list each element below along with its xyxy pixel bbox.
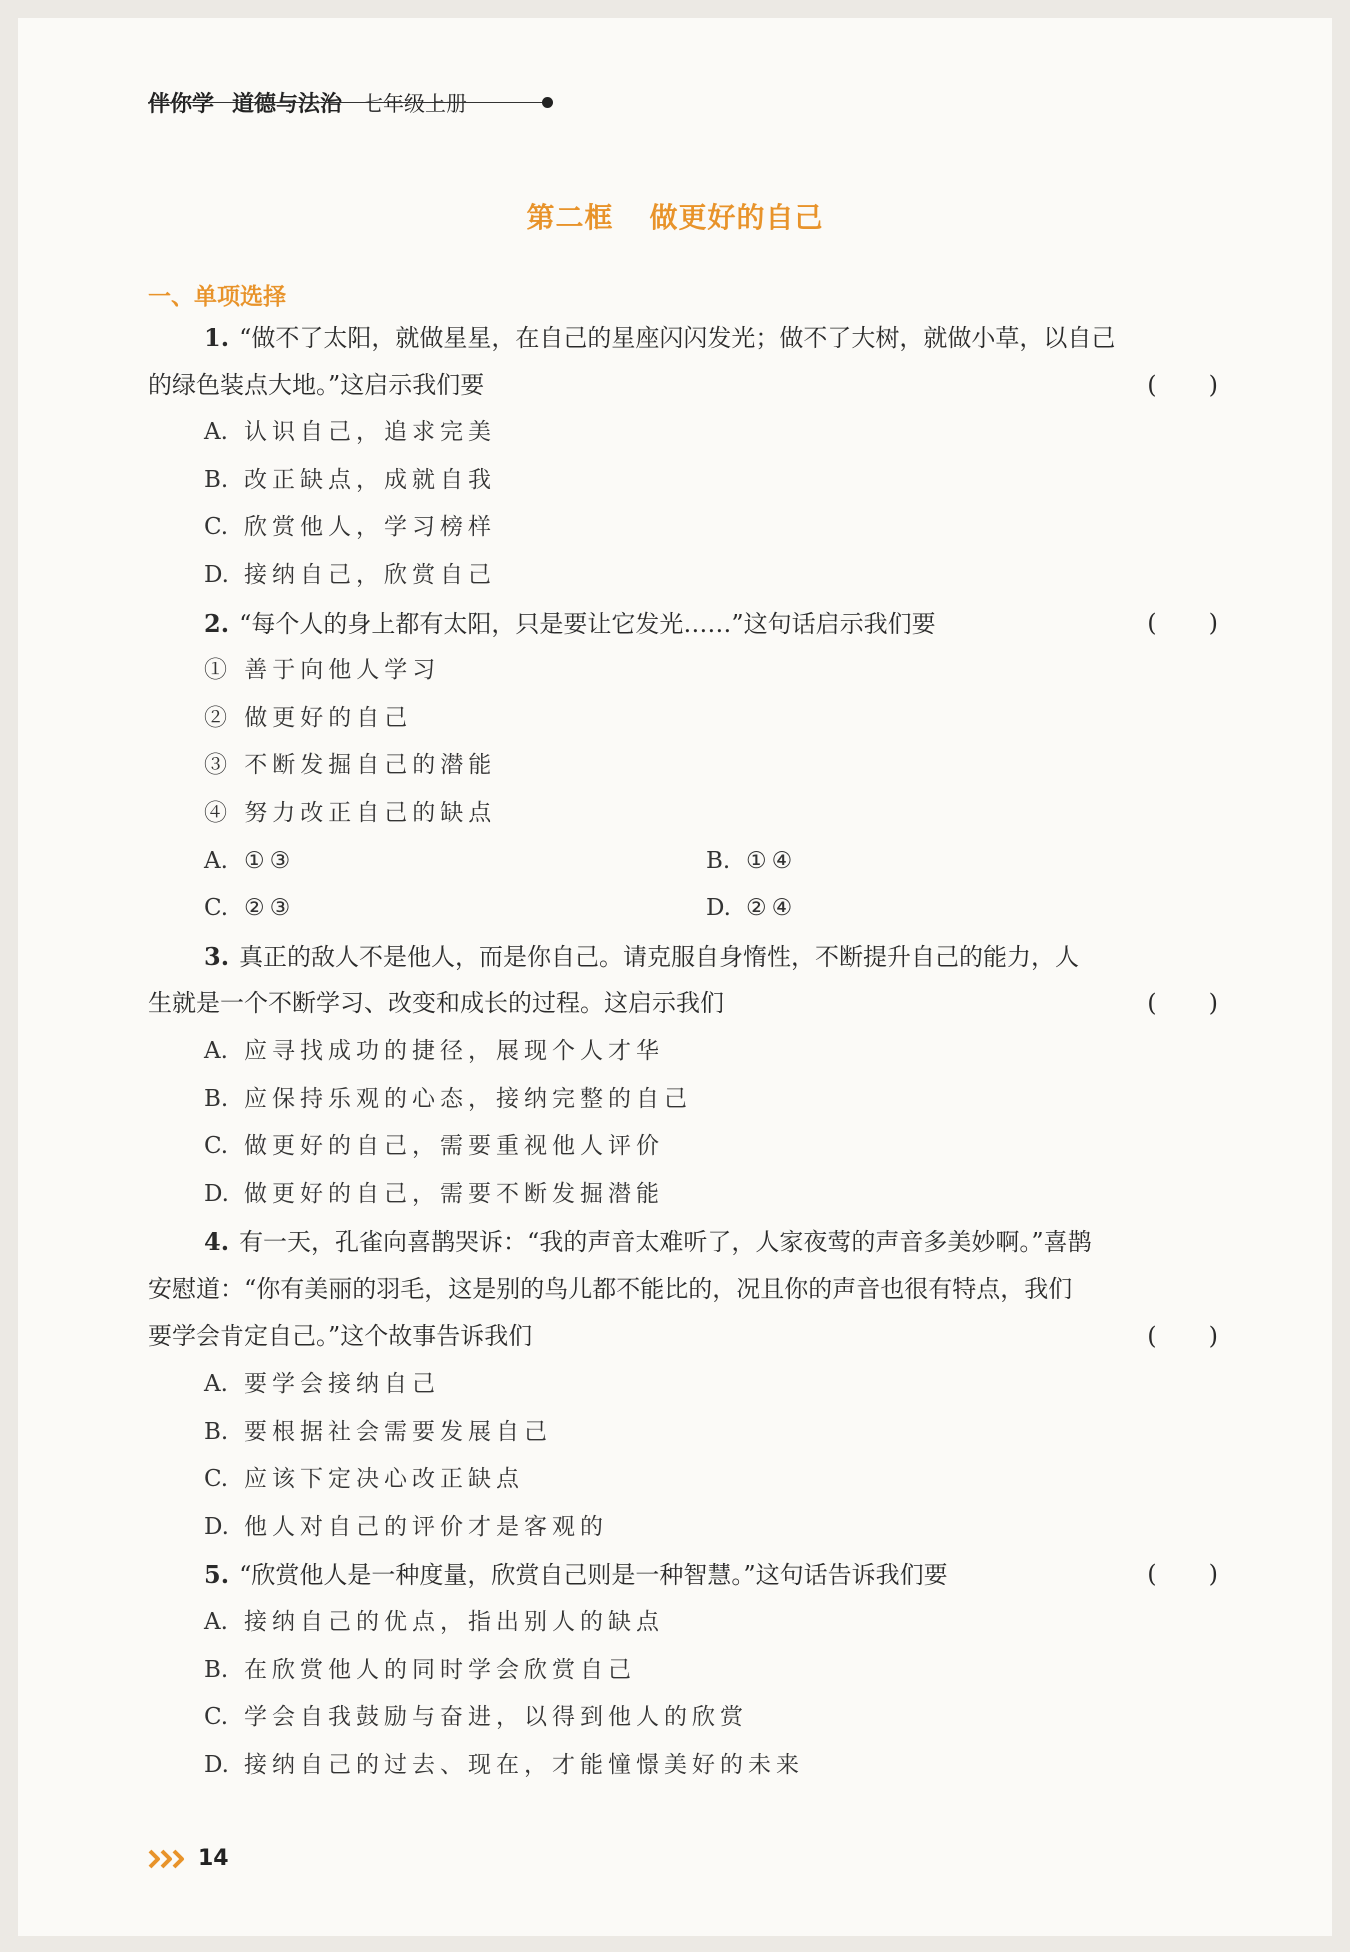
option-a: [204, 838, 706, 886]
option-text: 学会自我鼓励与奋进，以得到他人的欣赏: [244, 1704, 748, 1731]
option-a: [148, 1028, 1220, 1076]
question-text: “做不了太阳，就做星星，在自己的星座闪闪发光；做不了大树，就做小草，以自己: [239, 324, 1116, 352]
lesson-title-part-a: 第二框: [526, 201, 614, 234]
question-number: 3.: [204, 941, 230, 971]
question-2-line-1: [148, 600, 1220, 648]
option-text: ①④: [746, 847, 798, 874]
option-text: 应该下定决心改正缺点: [244, 1466, 524, 1493]
question-text: “每个人的身上都有太阳，只是要让它发光……”这句话启示我们要: [239, 609, 936, 638]
answer-blank[interactable]: ( ): [1147, 608, 1218, 637]
question-number: 4.: [204, 1227, 230, 1257]
option-c: [148, 504, 1220, 552]
option-text: 接纳自己，欣赏自己: [244, 561, 496, 588]
question-list: [148, 314, 1220, 1789]
section-title: 一、单项选择: [148, 284, 286, 310]
option-b: [148, 457, 1220, 505]
option-label: D.: [204, 1513, 229, 1540]
option-label: C.: [204, 1133, 229, 1160]
option-d: [148, 1171, 1220, 1219]
option-label: A.: [204, 847, 228, 874]
option-text: 他人对自己的评价才是客观的: [244, 1513, 608, 1540]
option-label: A.: [204, 1037, 228, 1064]
option-row-ab: [148, 838, 1220, 886]
option-text: 要学会接纳自己: [244, 1371, 440, 1398]
option-text: 认识自己，追求完美: [244, 419, 496, 446]
option-row-cd: [148, 885, 1220, 933]
option-label: D.: [706, 895, 731, 922]
option-b: [148, 1647, 1220, 1695]
question-1-line-2: [148, 362, 1220, 410]
question-4-line-3: [148, 1313, 1220, 1361]
question-1-line-1: [148, 314, 1220, 362]
option-d: [706, 885, 1208, 933]
option-text: ①③: [244, 847, 296, 874]
answer-blank[interactable]: ( ): [1147, 370, 1218, 399]
option-b: [148, 1409, 1220, 1457]
option-d: [148, 1504, 1220, 1552]
option-label: A.: [204, 1609, 228, 1636]
option-text: 接纳自己的过去、现在，才能憧憬美好的未来: [244, 1751, 804, 1778]
question-text: “欣赏他人是一种度量，欣赏自己则是一种智慧。”这句话告诉我们要: [239, 1561, 948, 1590]
question-text: 生就是一个不断学习、改变和成长的过程。这启示我们: [148, 989, 724, 1018]
question-number: 1.: [204, 323, 230, 352]
option-label: D.: [204, 561, 229, 588]
header-rule: [148, 102, 548, 103]
question-number: 5.: [204, 1560, 230, 1590]
book-brand: 伴你学: [148, 92, 215, 117]
statement-2: ② 做更好的自己: [204, 704, 413, 731]
page-footer: [148, 1846, 229, 1871]
option-text: 欣赏他人，学习榜样: [244, 514, 496, 541]
option-text: ②④: [746, 895, 798, 922]
book-subject: 道德与法治: [232, 92, 343, 117]
option-label: B.: [204, 1418, 229, 1445]
answer-blank[interactable]: ( ): [1147, 989, 1218, 1018]
page-number: 14: [198, 1846, 229, 1871]
option-text: 应保持乐观的心态，接纳完整的自己: [244, 1085, 692, 1112]
question-text: 真正的敌人不是他人，而是你自己。请克服自身惰性，不断提升自己的能力，人: [239, 942, 1080, 971]
question-5-line-1: [148, 1551, 1220, 1599]
lesson-title-part-b: 做更好的自己: [649, 201, 824, 234]
answer-blank[interactable]: ( ): [1147, 1322, 1218, 1351]
running-header: [148, 78, 467, 118]
question-4-line-1: [148, 1218, 1220, 1266]
question-text: 的绿色装点大地。”这启示我们要: [148, 370, 485, 399]
book-grade: 七年级上册: [362, 92, 468, 116]
option-label: D.: [204, 1180, 229, 1207]
option-text: 接纳自己的优点，指出别人的缺点: [244, 1609, 664, 1636]
option-c: [148, 1456, 1220, 1504]
chevrons-right-icon: [148, 1848, 188, 1870]
option-text: ②③: [244, 895, 296, 922]
question-number: 2.: [204, 608, 230, 638]
header-dot-icon: [542, 97, 553, 108]
option-text: 要根据社会需要发展自己: [244, 1418, 552, 1445]
option-label: C.: [204, 514, 229, 541]
option-label: C.: [204, 1704, 229, 1731]
option-c: [148, 1694, 1220, 1742]
option-label: C.: [204, 895, 229, 922]
option-text: 改正缺点，成就自我: [244, 466, 496, 493]
lesson-title: [18, 196, 1332, 236]
option-text: 应寻找成功的捷径，展现个人才华: [244, 1037, 664, 1064]
statement-4: ④ 努力改正自己的缺点: [204, 799, 497, 826]
question-3-line-2: [148, 980, 1220, 1028]
option-a: [148, 1599, 1220, 1647]
question-4-line-2: [148, 1266, 1220, 1314]
option-b: [706, 838, 1208, 886]
question-text: 安慰道：“你有美丽的羽毛，这是别的鸟儿都不能比的，况且你的声音也很有特点，我们: [148, 1274, 1073, 1303]
option-text: 做更好的自己，需要重视他人评价: [244, 1133, 664, 1160]
option-a: [148, 1361, 1220, 1409]
answer-blank[interactable]: ( ): [1147, 1560, 1218, 1589]
option-text: 做更好的自己，需要不断发掘潜能: [244, 1180, 664, 1207]
option-d: [148, 1742, 1220, 1790]
option-c: [148, 1123, 1220, 1171]
option-a: [148, 409, 1220, 457]
option-d: [148, 552, 1220, 600]
option-label: B.: [204, 1656, 229, 1683]
question-3-line-1: [148, 933, 1220, 981]
page: [18, 18, 1332, 1936]
option-label: A.: [204, 419, 228, 446]
statement-3: ③ 不断发掘自己的潜能: [204, 752, 497, 779]
option-label: D.: [204, 1751, 229, 1778]
option-label: B.: [204, 466, 229, 493]
option-label: B.: [204, 1085, 229, 1112]
option-label: A.: [204, 1371, 228, 1398]
question-text: 要学会肯定自己。”这个故事告诉我们: [148, 1322, 533, 1351]
option-b: [148, 1076, 1220, 1124]
question-text: 有一天，孔雀向喜鹊哭诉：“我的声音太难听了，人家夜莺的声音多美妙啊。”喜鹊: [239, 1228, 1092, 1257]
option-text: 在欣赏他人的同时学会欣赏自己: [244, 1656, 636, 1683]
option-label: B.: [706, 847, 731, 874]
statement-1: ① 善于向他人学习: [204, 657, 441, 684]
option-label: C.: [204, 1466, 229, 1493]
option-c: [204, 885, 706, 933]
